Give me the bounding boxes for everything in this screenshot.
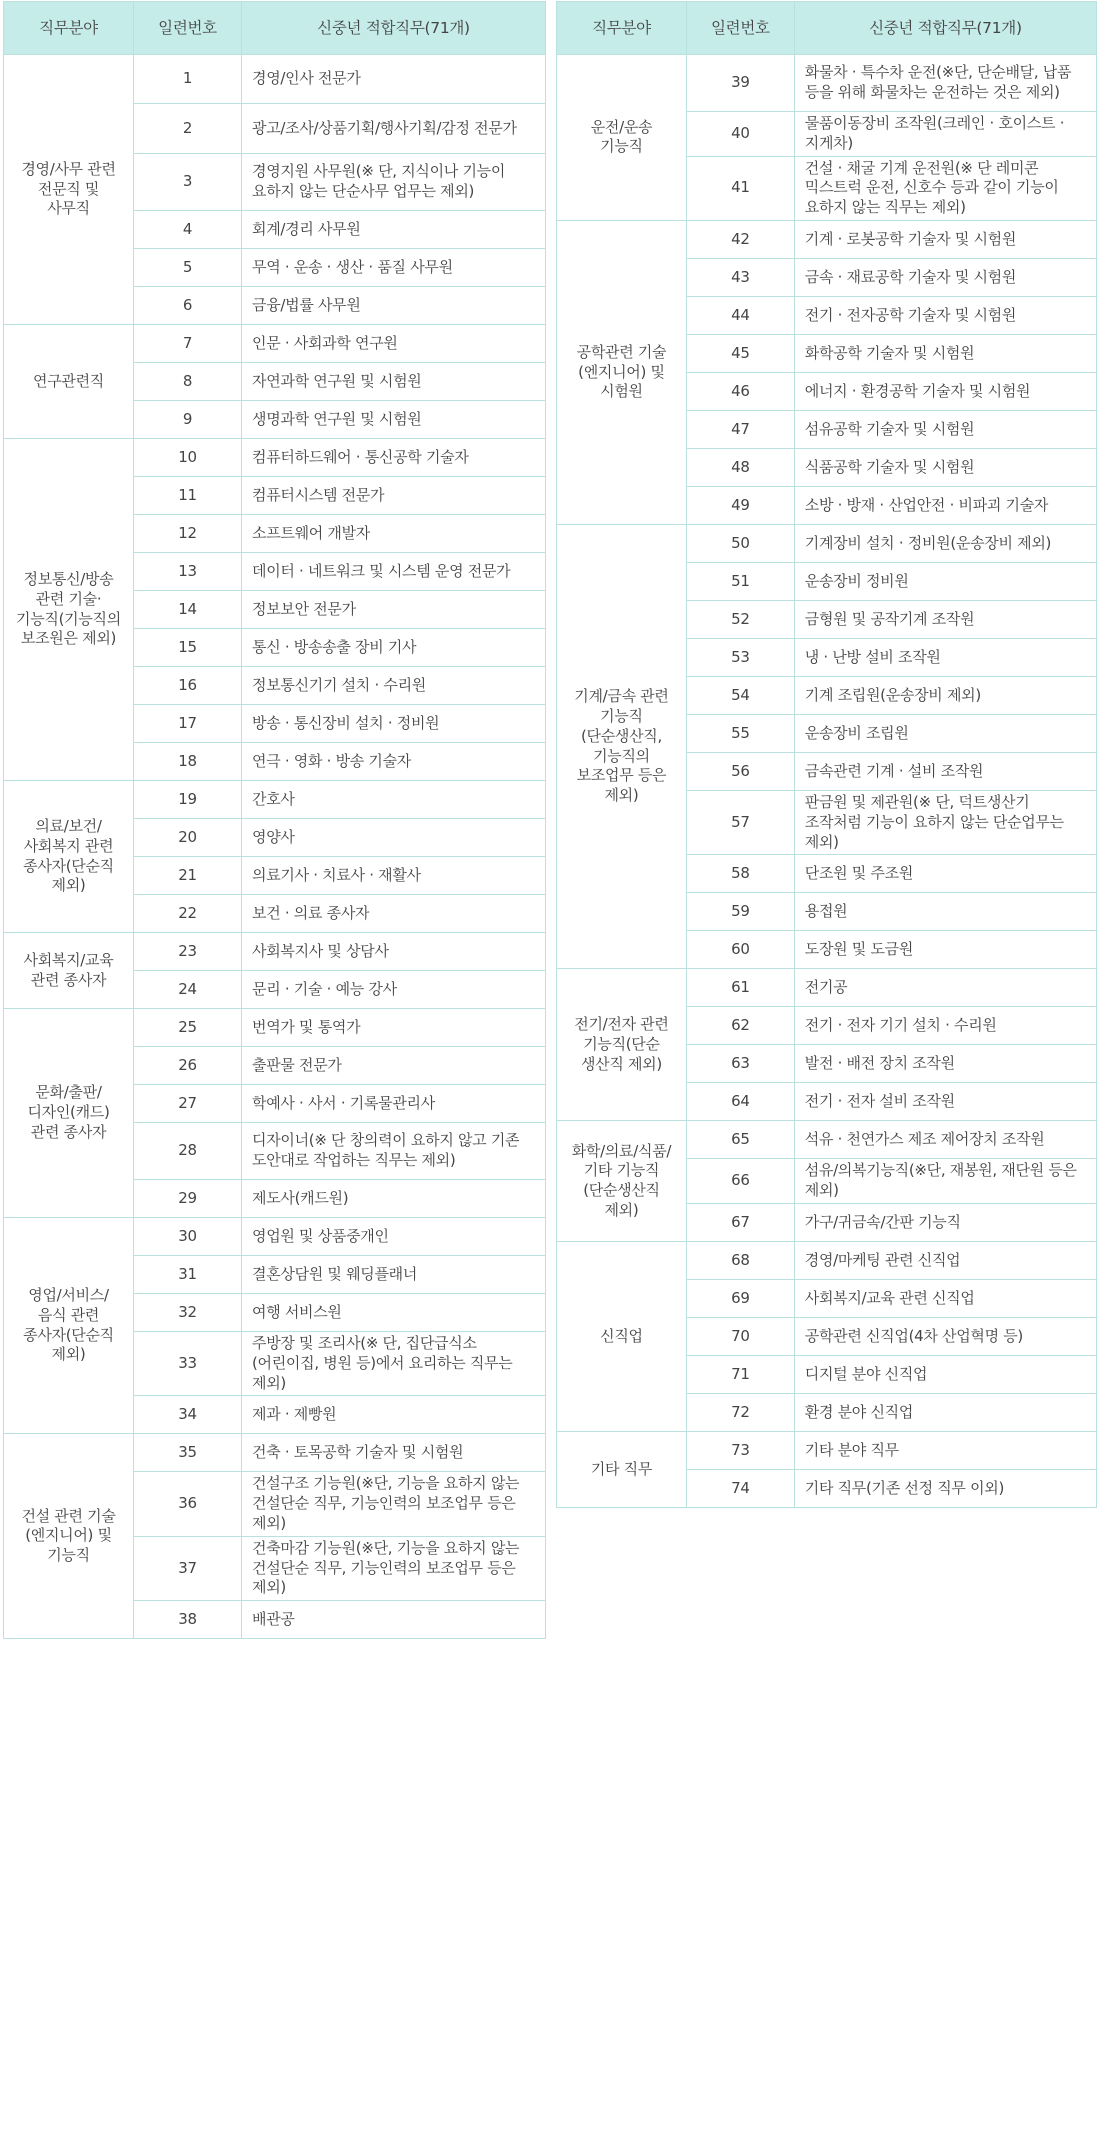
job-title-cell: 환경 분야 신직업 [794,1393,1096,1431]
serial-number-cell: 49 [686,486,794,524]
job-title-cell: 문리 · 기술 · 예능 강사 [242,971,546,1009]
serial-number-cell: 40 [686,112,794,157]
serial-number-cell: 13 [134,553,242,591]
job-title-cell: 냉 · 난방 설비 조작원 [794,638,1096,676]
serial-number-cell: 18 [134,743,242,781]
serial-number-cell: 44 [686,296,794,334]
serial-number-cell: 24 [134,971,242,1009]
job-title-cell: 기타 직무(기존 선정 직무 이외) [794,1469,1096,1507]
job-title-cell: 경영/마케팅 관련 신직업 [794,1241,1096,1279]
serial-number-cell: 69 [686,1279,794,1317]
serial-number-cell: 60 [686,931,794,969]
job-title-cell: 전기 · 전자공학 기술자 및 시험원 [794,296,1096,334]
serial-number-cell: 46 [686,372,794,410]
serial-number-cell: 63 [686,1045,794,1083]
header-row [4,2,546,55]
job-title-cell: 제과 · 제빵원 [242,1396,546,1434]
serial-number-cell: 65 [686,1121,794,1159]
job-title-cell: 광고/조사/상품기획/행사기획/감정 전문가 [242,104,546,154]
serial-number-cell: 20 [134,819,242,857]
table-row [4,1218,546,1256]
serial-number-cell: 62 [686,1007,794,1045]
job-title-cell: 금속 · 재료공학 기술자 및 시험원 [794,258,1096,296]
job-title-cell: 도장원 및 도금원 [794,931,1096,969]
job-title-cell: 석유 · 천연가스 제조 제어장치 조작원 [794,1121,1096,1159]
job-title-cell: 무역 · 운송 · 생산 · 품질 사무원 [242,249,546,287]
serial-number-cell: 37 [134,1536,242,1600]
serial-number-cell: 19 [134,781,242,819]
serial-number-cell: 50 [686,524,794,562]
serial-number-cell: 42 [686,220,794,258]
serial-number-cell: 2 [134,104,242,154]
table-body [4,55,546,1639]
serial-number-cell: 48 [686,448,794,486]
table-row [4,781,546,819]
job-title-cell: 학예사 · 사서 · 기록물관리사 [242,1085,546,1123]
job-title-cell: 전기공 [794,969,1096,1007]
category-cell: 문화/출판/디자인(캐드) 관련 종사자 [4,1009,134,1218]
job-title-cell: 건축 · 토목공학 기술자 및 시험원 [242,1434,546,1472]
serial-number-cell: 16 [134,667,242,705]
serial-number-cell: 5 [134,249,242,287]
job-title-cell: 영양사 [242,819,546,857]
job-title-cell: 발전 · 배전 장치 조작원 [794,1045,1096,1083]
serial-number-cell: 7 [134,325,242,363]
serial-number-cell: 12 [134,515,242,553]
category-cell: 기계/금속 관련 기능직 (단순생산직, 기능직의 보조업무 등은 제외) [557,524,687,968]
job-title-cell: 에너지 · 환경공학 기술자 및 시험원 [794,372,1096,410]
serial-number-cell: 66 [686,1159,794,1204]
job-title-cell: 디지털 분야 신직업 [794,1355,1096,1393]
category-cell: 기타 직무 [557,1431,687,1507]
serial-number-cell: 32 [134,1294,242,1332]
job-title-cell: 통신 · 방송송출 장비 기사 [242,629,546,667]
serial-number-cell: 54 [686,676,794,714]
serial-number-cell: 45 [686,334,794,372]
serial-number-cell: 70 [686,1317,794,1355]
job-title-cell: 물품이동장비 조작원(크레인 · 호이스트 · 지게차) [794,112,1096,157]
table-row [4,1009,546,1047]
job-title-cell: 화물차 · 특수차 운전(※단, 단순배달, 납품 등을 위해 화물차는 운전하는 것은 제외) [794,55,1096,112]
serial-number-cell: 72 [686,1393,794,1431]
serial-number-cell: 64 [686,1083,794,1121]
header-number: 일련번호 [686,2,794,55]
category-cell: 사회복지/교육 관련 종사자 [4,933,134,1009]
table-row [4,933,546,971]
job-title-cell: 단조원 및 주조원 [794,855,1096,893]
table-row [557,1431,1097,1469]
header-category: 직무분야 [557,2,687,55]
job-title-cell: 정보보안 전문가 [242,591,546,629]
serial-number-cell: 3 [134,154,242,211]
job-title-cell: 출판물 전문가 [242,1047,546,1085]
job-title-cell: 디자이너(※ 단 창의력이 요하지 않고 기존 도안대로 작업하는 직무는 제외) [242,1123,546,1180]
job-title-cell: 주방장 및 조리사(※ 단, 집단급식소(어린이집, 병원 등)에서 요리하는 직무는 제외) [242,1332,546,1396]
serial-number-cell: 30 [134,1218,242,1256]
serial-number-cell: 74 [686,1469,794,1507]
serial-number-cell: 41 [686,156,794,220]
serial-number-cell: 27 [134,1085,242,1123]
category-cell: 영업/서비스/음식 관련 종사자(단순직 제외) [4,1218,134,1434]
table-row [557,55,1097,112]
job-title-cell: 식품공학 기술자 및 시험원 [794,448,1096,486]
job-title-cell: 생명과학 연구원 및 시험원 [242,401,546,439]
job-title-cell: 컴퓨터시스템 전문가 [242,477,546,515]
job-title-cell: 섬유공학 기술자 및 시험원 [794,410,1096,448]
serial-number-cell: 25 [134,1009,242,1047]
serial-number-cell: 14 [134,591,242,629]
serial-number-cell: 71 [686,1355,794,1393]
job-title-cell: 금형원 및 공작기계 조작원 [794,600,1096,638]
header-number: 일련번호 [134,2,242,55]
category-cell: 연구관련직 [4,325,134,439]
job-title-cell: 사회복지사 및 상담사 [242,933,546,971]
job-title-cell: 회계/경리 사무원 [242,211,546,249]
category-cell: 신직업 [557,1241,687,1431]
serial-number-cell: 56 [686,752,794,790]
serial-number-cell: 21 [134,857,242,895]
job-title-cell: 기계장비 설치 · 정비원(운송장비 제외) [794,524,1096,562]
table-row [4,55,546,104]
job-title-cell: 배관공 [242,1601,546,1639]
job-title-cell: 기계 조립원(운송장비 제외) [794,676,1096,714]
serial-number-cell: 47 [686,410,794,448]
serial-number-cell: 59 [686,893,794,931]
table-row [557,969,1097,1007]
job-title-cell: 데이터 · 네트워크 및 시스템 운영 전문가 [242,553,546,591]
job-title-cell: 섬유/의복기능직(※단, 재봉원, 재단원 등은 제외) [794,1159,1096,1204]
job-title-cell: 번역가 및 통역가 [242,1009,546,1047]
job-title-cell: 사회복지/교육 관련 신직업 [794,1279,1096,1317]
job-title-cell: 정보통신기기 설치 · 수리원 [242,667,546,705]
job-title-cell: 기계 · 로봇공학 기술자 및 시험원 [794,220,1096,258]
job-title-cell: 판금원 및 제관원(※ 단, 덕트생산기 조작처럼 기능이 요하지 않는 단순업무는 제외) [794,790,1096,854]
category-cell: 운전/운송 기능직 [557,55,687,221]
job-title-cell: 보건 · 의료 종사자 [242,895,546,933]
table-row [4,325,546,363]
category-cell: 경영/사무 관련 전문직 및 사무직 [4,55,134,325]
serial-number-cell: 26 [134,1047,242,1085]
serial-number-cell: 35 [134,1434,242,1472]
category-cell: 건설 관련 기술(엔지니어) 및 기능직 [4,1434,134,1639]
category-cell: 의료/보건/사회복지 관련 종사자(단순직 제외) [4,781,134,933]
job-title-cell: 자연과학 연구원 및 시험원 [242,363,546,401]
header-job: 신중년 적합직무(71개) [794,2,1096,55]
job-title-cell: 건설 · 채굴 기계 운전원(※ 단 레미콘 믹스트럭 운전, 신호수 등과 같이 기능이 요하지 않는 직무는 제외) [794,156,1096,220]
job-title-cell: 전기 · 전자 설비 조작원 [794,1083,1096,1121]
serial-number-cell: 39 [686,55,794,112]
serial-number-cell: 17 [134,705,242,743]
job-title-cell: 인문 · 사회과학 연구원 [242,325,546,363]
job-title-cell: 의료기사 · 치료사 · 재활사 [242,857,546,895]
serial-number-cell: 73 [686,1431,794,1469]
header-job: 신중년 적합직무(71개) [242,2,546,55]
serial-number-cell: 36 [134,1472,242,1536]
job-title-cell: 경영/인사 전문가 [242,55,546,104]
serial-number-cell: 52 [686,600,794,638]
job-title-cell: 영업원 및 상품중개인 [242,1218,546,1256]
category-cell: 공학관련 기술(엔지니어) 및 시험원 [557,220,687,524]
serial-number-cell: 31 [134,1256,242,1294]
serial-number-cell: 61 [686,969,794,1007]
job-title-cell: 간호사 [242,781,546,819]
serial-number-cell: 15 [134,629,242,667]
serial-number-cell: 57 [686,790,794,854]
serial-number-cell: 43 [686,258,794,296]
job-title-cell: 건설구조 기능원(※단, 기능을 요하지 않는 건설단순 직무, 기능인력의 보조업무 등은 제외) [242,1472,546,1536]
serial-number-cell: 1 [134,55,242,104]
job-title-cell: 금속관련 기계 · 설비 조작원 [794,752,1096,790]
job-title-cell: 결혼상담원 및 웨딩플래너 [242,1256,546,1294]
job-title-cell: 공학관련 신직업(4차 산업혁명 등) [794,1317,1096,1355]
serial-number-cell: 34 [134,1396,242,1434]
job-title-cell: 가구/귀금속/간판 기능직 [794,1203,1096,1241]
job-title-cell: 화학공학 기술자 및 시험원 [794,334,1096,372]
table-row [557,220,1097,258]
job-title-cell: 운송장비 조립원 [794,714,1096,752]
serial-number-cell: 33 [134,1332,242,1396]
job-title-cell: 금융/법률 사무원 [242,287,546,325]
job-title-cell: 건축마감 기능원(※단, 기능을 요하지 않는 건설단순 직무, 기능인력의 보조업무 등은 제외) [242,1536,546,1600]
job-title-cell: 운송장비 정비원 [794,562,1096,600]
job-title-cell: 연극 · 영화 · 방송 기술자 [242,743,546,781]
serial-number-cell: 10 [134,439,242,477]
category-cell: 전기/전자 관련 기능직(단순 생산직 제외) [557,969,687,1121]
job-table-left [3,1,546,1639]
job-title-cell: 컴퓨터하드웨어 · 통신공학 기술자 [242,439,546,477]
serial-number-cell: 29 [134,1180,242,1218]
job-title-cell: 소프트웨어 개발자 [242,515,546,553]
serial-number-cell: 4 [134,211,242,249]
job-title-cell: 경영지원 사무원(※ 단, 지식이나 기능이 요하지 않는 단순사무 업무는 제외) [242,154,546,211]
table-row [557,524,1097,562]
table-row [4,1434,546,1472]
serial-number-cell: 38 [134,1601,242,1639]
category-cell: 화학/의료/식품/기타 기능직(단순생산직 제외) [557,1121,687,1242]
job-title-cell: 소방 · 방재 · 산업안전 · 비파괴 기술자 [794,486,1096,524]
serial-number-cell: 55 [686,714,794,752]
serial-number-cell: 68 [686,1241,794,1279]
table-row [557,1121,1097,1159]
job-title-cell: 제도사(캐드원) [242,1180,546,1218]
serial-number-cell: 6 [134,287,242,325]
serial-number-cell: 58 [686,855,794,893]
serial-number-cell: 53 [686,638,794,676]
serial-number-cell: 9 [134,401,242,439]
header-category: 직무분야 [4,2,134,55]
serial-number-cell: 11 [134,477,242,515]
job-title-cell: 여행 서비스원 [242,1294,546,1332]
job-table-right [556,1,1097,1508]
job-title-cell: 방송 · 통신장비 설치 · 정비원 [242,705,546,743]
table-row [557,1241,1097,1279]
serial-number-cell: 8 [134,363,242,401]
serial-number-cell: 51 [686,562,794,600]
table-body [557,55,1097,1508]
header-row [557,2,1097,55]
job-title-cell: 용접원 [794,893,1096,931]
serial-number-cell: 67 [686,1203,794,1241]
category-cell: 정보통신/방송 관련 기술·기능직(기능직의 보조원은 제외) [4,439,134,781]
job-title-cell: 기타 분야 직무 [794,1431,1096,1469]
serial-number-cell: 22 [134,895,242,933]
job-title-cell: 전기 · 전자 기기 설치 · 수리원 [794,1007,1096,1045]
table-row [4,439,546,477]
serial-number-cell: 23 [134,933,242,971]
serial-number-cell: 28 [134,1123,242,1180]
